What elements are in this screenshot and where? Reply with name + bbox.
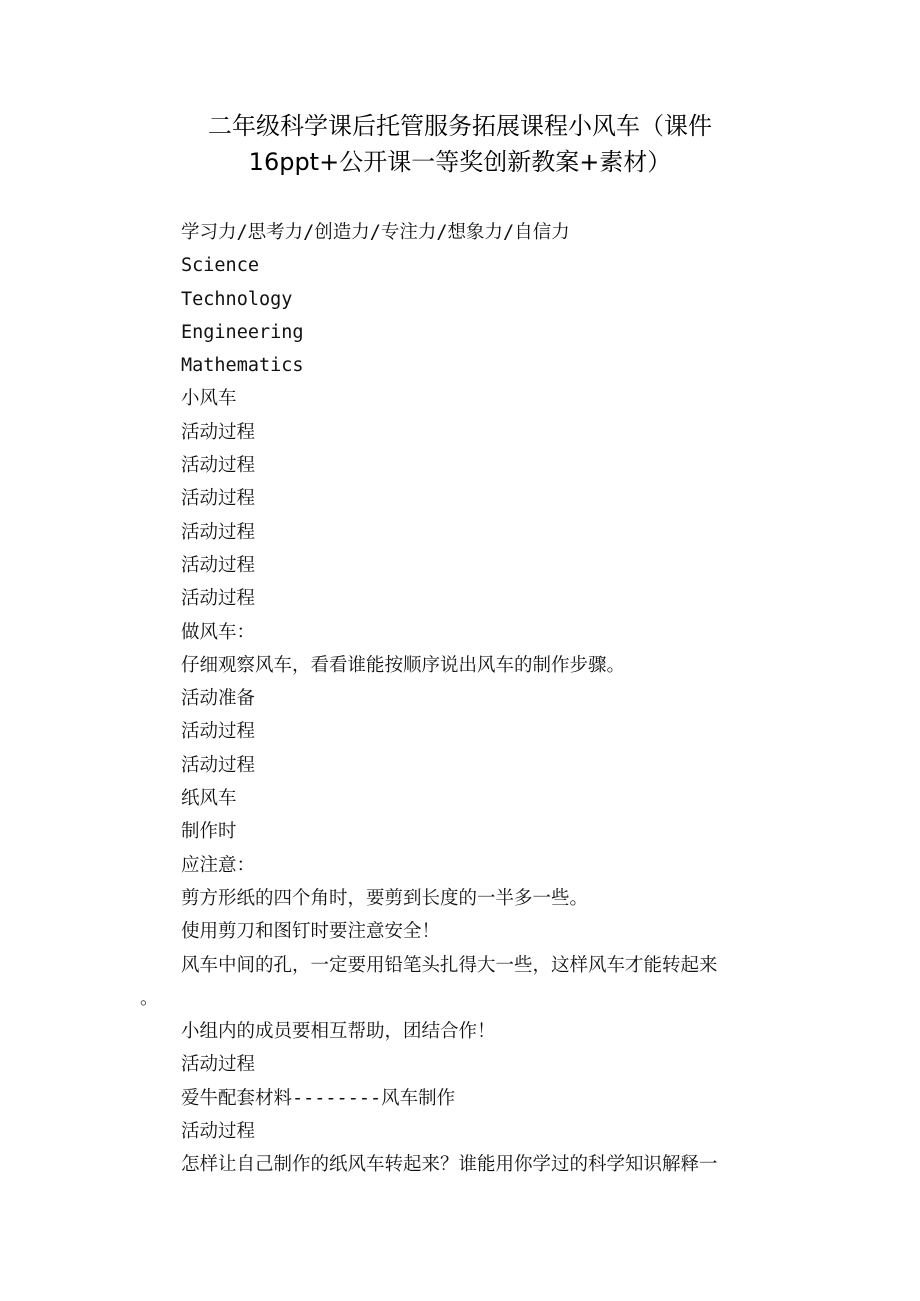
body-line: 活动过程 <box>181 488 256 510</box>
body-line: Science <box>181 255 259 277</box>
body-line: 活动过程 <box>181 554 256 576</box>
document-body <box>140 216 781 1182</box>
body-line: 活动过程 <box>181 521 256 543</box>
body-line: 小风车 <box>181 388 237 410</box>
body-line: 学习力/思考力/创造力/专注力/想象力/自信力 <box>181 222 570 243</box>
body-line: 活动过程 <box>181 588 256 610</box>
body-line: Engineering <box>181 321 304 343</box>
body-line: 活动准备 <box>181 688 256 710</box>
title-line-2: 16ppt+公开课一等奖创新教案+素材） <box>248 148 672 176</box>
body-line: 怎样让自己制作的纸风车转起来？谁能用你学过的科学知识解释一 <box>181 1154 718 1176</box>
body-line: 活动过程 <box>181 1054 256 1076</box>
document-title <box>0 108 920 180</box>
body-line: 活动过程 <box>181 455 256 477</box>
body-line-wrap: 。 <box>140 987 159 1009</box>
body-line: 活动过程 <box>181 754 256 776</box>
body-line: 使用剪刀和图钉时要注意安全！ <box>181 921 441 943</box>
body-line: 做风车： <box>181 621 256 643</box>
body-line: 应注意： <box>181 854 256 876</box>
body-line: Technology <box>181 288 293 310</box>
body-line: 仔细观察风车，看看谁能按顺序说出风车的制作步骤。 <box>181 654 626 676</box>
body-line: 小组内的成员要相互帮助，团结合作！ <box>181 1021 496 1043</box>
body-line: 爱牛配套材料--------风车制作 <box>181 1087 456 1109</box>
body-line: 活动过程 <box>181 421 256 443</box>
body-line: Mathematics <box>181 355 304 377</box>
title-line-1: 二年级科学课后托管服务拓展课程小风车（课件 <box>208 112 712 140</box>
body-line: 纸风车 <box>181 788 237 810</box>
body-line: 风车中间的孔，一定要用铅笔头扎得大一些，这样风车才能转起来 <box>181 954 718 976</box>
body-line: 活动过程 <box>181 1121 256 1143</box>
body-line: 制作时 <box>181 821 237 843</box>
body-line: 活动过程 <box>181 721 256 743</box>
body-line: 剪方形纸的四个角时，要剪到长度的一半多一些。 <box>181 887 589 909</box>
